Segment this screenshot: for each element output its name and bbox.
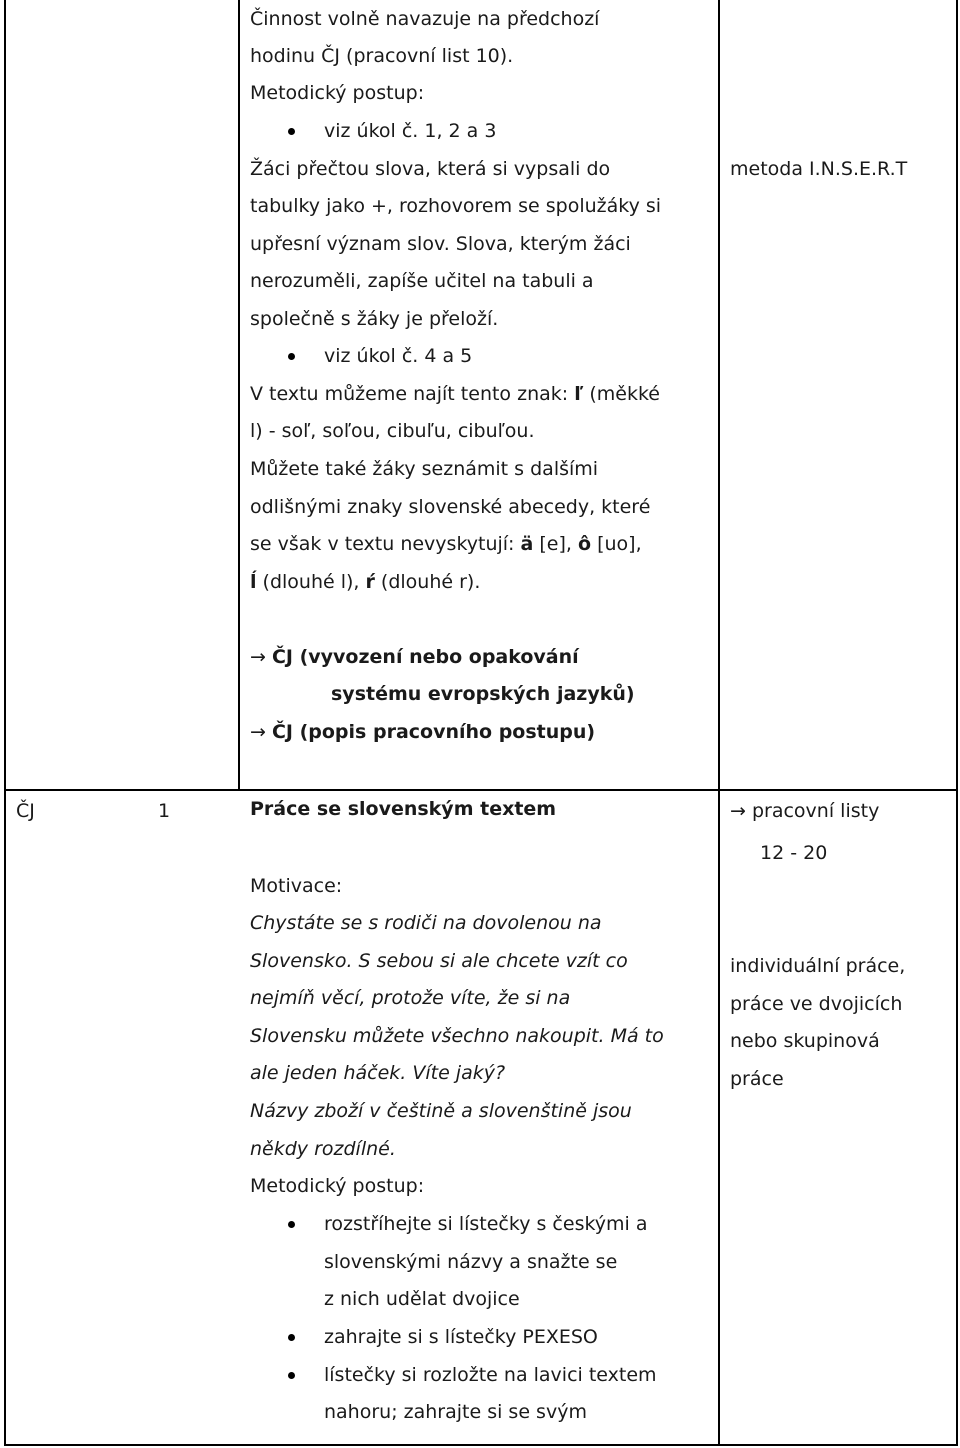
organization-line-1: individuální práce, (730, 955, 906, 977)
arrow-right-icon: → (250, 646, 266, 668)
subject-cell: ČJ (16, 800, 35, 822)
arrow-right-icon: → (250, 721, 266, 743)
bullet-dot-icon (288, 1334, 295, 1341)
step-3-line-1: lístečky si rozložte na lavici textem (324, 1364, 657, 1386)
cross-link-1: → ČJ (vyvození nebo opakování (250, 646, 579, 668)
para3-line-4: ĺ (dlouhé l), ŕ (dlouhé r). (250, 571, 481, 593)
step-1-line-2: slovenskými názvy a snažte se (324, 1251, 618, 1273)
bullet-task-2: viz úkol č. 4 a 5 (324, 345, 473, 367)
para3-line-2: odlišnými znaky slovenské abecedy, které (250, 496, 651, 518)
bullet-dot-icon (288, 353, 295, 360)
para1-line-1: Žáci přečtou slova, která si vypsali do (250, 158, 611, 180)
bullet-dot-icon (288, 1221, 295, 1228)
motivation-line-7: někdy rozdílné. (250, 1138, 396, 1160)
para3-line-3: se však v textu nevyskytují: ä [e], ô [uo], (250, 533, 642, 555)
soft-l-char: ľ (574, 383, 584, 405)
resources-range: 12 - 20 (760, 842, 828, 864)
lesson-number: 1 (158, 800, 171, 822)
intro-line-1: Činnost volně navazuje na předchozí (250, 8, 600, 30)
table-border-bottom (4, 1444, 957, 1446)
organization-line-3: nebo skupinová (730, 1030, 880, 1052)
step-1-line-1: rozstříhejte si lístečky s českými a (324, 1213, 648, 1235)
bullet-dot-icon (288, 1372, 295, 1379)
motivation-line-3: nejmíň věcí, protože víte, že si na (250, 987, 571, 1009)
method-label: Metodický postup: (250, 82, 425, 104)
motivation-line-1: Chystáte se s rodiči na dovolenou na (250, 912, 602, 934)
method-insert: metoda I.N.S.E.R.T (730, 158, 908, 180)
para1-line-4: nerozuměli, zapíše učitel na tabuli a (250, 270, 594, 292)
bullet-task-1: viz úkol č. 1, 2 a 3 (324, 120, 497, 142)
cross-link-2: → ČJ (popis pracovního postupu) (250, 721, 596, 743)
bullet-dot-icon (288, 128, 295, 135)
table-border-col1 (238, 0, 240, 790)
para2-line-2: l) - soľ, soľou, cibuľu, cibuľou. (250, 420, 535, 442)
para1-line-2: tabulky jako +, rozhovorem se spolužáky si (250, 195, 662, 217)
table-border-col2 (718, 0, 720, 1446)
motivation-line-4: Slovensku můžete všechno nakoupit. Má to (250, 1025, 664, 1047)
arrow-right-icon: → (730, 800, 746, 822)
resources: → pracovní listy (730, 800, 880, 822)
para3-line-1: Můžete také žáky seznámit s dalšími (250, 458, 599, 480)
para1-line-3: upřesní význam slov. Slova, kterým žáci (250, 233, 631, 255)
intro-line-2: hodinu ČJ (pracovní list 10). (250, 45, 514, 67)
method-label-2: Metodický postup: (250, 1175, 425, 1197)
table-border-left (4, 0, 6, 1446)
para1-line-5: společně s žáky je přeloží. (250, 308, 499, 330)
motivation-line-2: Slovensko. S sebou si ale chcete vzít co (250, 950, 628, 972)
cross-link-1-cont: systému evropských jazyků) (331, 683, 635, 705)
motivation-line-6: Názvy zboží v češtině a slovenštině jsou (250, 1100, 632, 1122)
step-1-line-3: z nich udělat dvojice (324, 1288, 520, 1310)
step-3-line-2: nahoru; zahrajte si se svým (324, 1401, 587, 1423)
table-border-right (956, 0, 958, 1446)
organization-line-4: práce (730, 1068, 784, 1090)
motivation-line-5: ale jeden háček. Víte jaký? (250, 1062, 506, 1084)
para2-line-1: V textu můžeme najít tento znak: ľ (měkké (250, 383, 660, 405)
motivation-label: Motivace: (250, 875, 343, 897)
organization-line-2: práce ve dvojicích (730, 993, 903, 1015)
step-2-line-1: zahrajte si s lístečky PEXESO (324, 1326, 598, 1348)
section-title: Práce se slovenským textem (250, 798, 557, 820)
